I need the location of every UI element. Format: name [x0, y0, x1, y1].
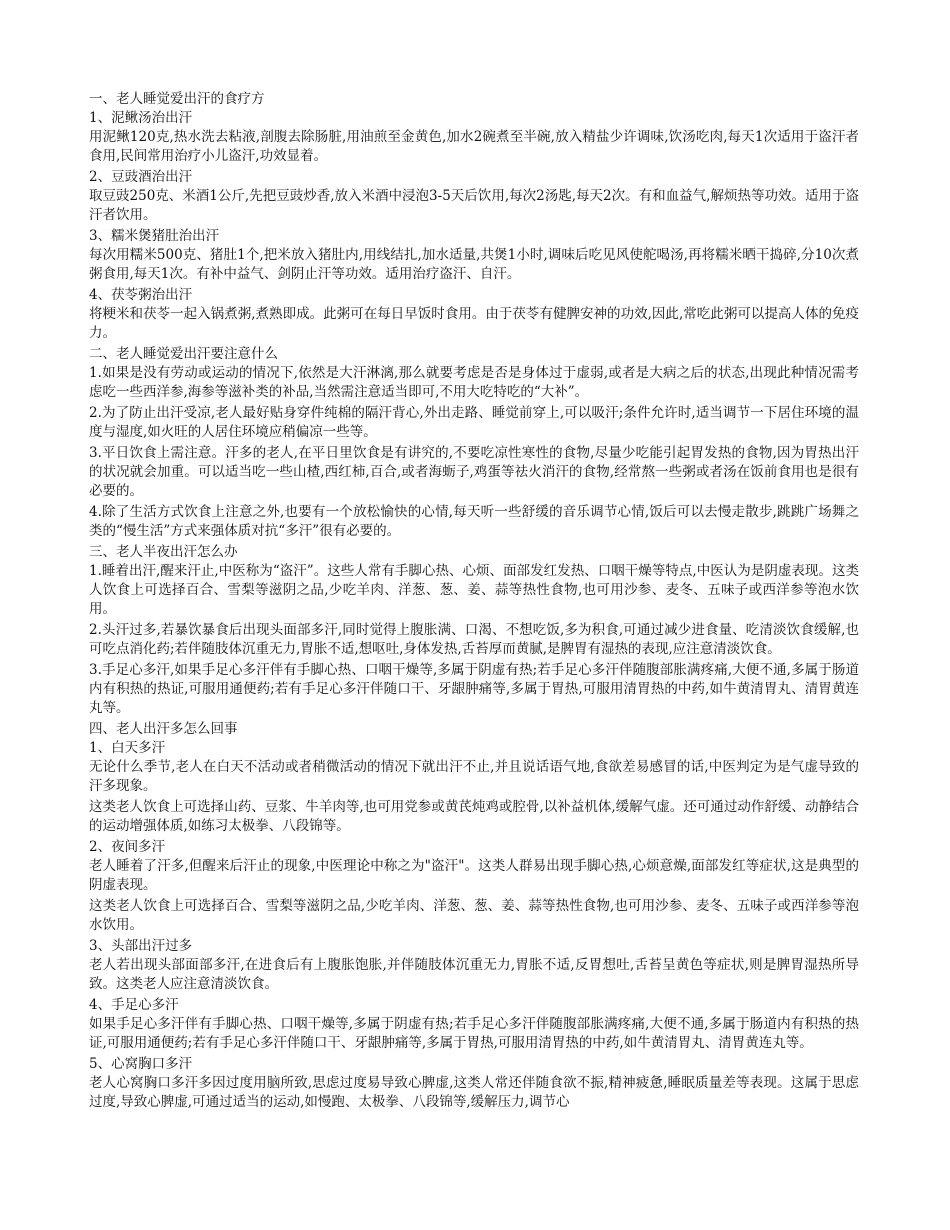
subheading-daytime-sweat: 1、白天多汗 [89, 740, 166, 756]
paragraph-night-sweat-3: 3.手足心多汗,如果手足心多汗伴有手脚心热、口咽干燥等,多属于阴虚有热;若手足心多汗伴随腹部胀满疼痛,大便不通,多属于肠道内有积热的热证,可服用通便药;若有手足心多汗伴随口干、牙龈肿痛等,多属于胃热,可服用清胃热的中药,如牛黄清胃丸、清胃黄连丸等。 [89, 662, 859, 716]
subheading-nighttime-sweat: 2、夜间多汗 [89, 839, 166, 855]
subheading-poria-porridge: 4、茯苓粥治出汗 [89, 287, 193, 303]
paragraph-daytime-sweat-2: 这类老人饮食上可选择山药、豆浆、牛羊肉等,也可用党参或黄芪炖鸡或腔骨,以补益机体,缓解气虚。还可通过动作舒缓、动静结合的运动增强体质,如练习太极拳、八段锦等。 [89, 799, 859, 834]
heading-night-sweat: 三、老人半夜出汗怎么办 [89, 544, 238, 560]
heading-precautions: 二、老人睡觉爱出汗要注意什么 [89, 346, 278, 362]
subheading-palm-sole-sweat: 4、手足心多汗 [89, 997, 179, 1013]
subheading-chest-sweat: 5、心窝胸口多汗 [89, 1056, 193, 1072]
paragraph-precaution-4: 4.除了生活方式饮食上注意之外,也要有一个放松愉快的心情,每天听一些舒缓的音乐调节心情,饭后可以去慢走散步,跳跳广场舞之类的“慢生活”方式来强体质对抗“多汗”很有必要的。 [89, 504, 859, 539]
paragraph-chest-sweat: 老人心窝胸口多汗多因过度用脑所致,思虑过度易导致心脾虚,这类人常还伴随食欲不振,精神疲惫,睡眠质量差等表现。这属于思虑过度,导致心脾虚,可通过适当的运动,如慢跑、太极拳、八段锦等,缓解压力,调节心 [89, 1075, 859, 1110]
paragraph-palm-sole-sweat: 如果手足心多汗伴有手脚心热、口咽干燥等,多属于阴虚有热;若手足心多汗伴随腹部胀满疼痛,大便不通,多属于肠道内有积热的热证,可服用通便药;若有手足心多汗伴随口干、牙龈肿痛等,多属于胃热,可服用清胃热的中药,如牛黄清胃丸、清胃黄连丸等。 [89, 1016, 859, 1051]
heading-diet-therapy: 一、老人睡觉爱出汗的食疗方 [89, 91, 265, 107]
subheading-head-sweat: 3、头部出汗过多 [89, 938, 193, 954]
paragraph-glutinous-rice-tripe: 每次用糯米500克、猪肚1个,把米放入猪肚内,用线结扎,加水适量,共煲1小时,调味后吃见风使舵喝汤,再将糯米晒干捣碎,分10次煮粥食用,每天1次。有补中益气、剑阴止汗等功效。适用治疗盗汗、自汗。 [89, 247, 859, 282]
paragraph-head-sweat: 老人若出现头部面部多汗,在进食后有上腹胀饱胀,并伴随肢体沉重无力,胃胀不适,反胃想吐,舌苔呈黄色等症状,则是脾胃湿热所导致。这类老人应注意清淡饮食。 [89, 957, 859, 992]
document-page [89, 90, 859, 1114]
subheading-glutinous-rice-tripe: 3、糯米煲猪肚治出汗 [89, 228, 220, 244]
heading-causes: 四、老人出汗多怎么回事 [89, 721, 238, 737]
paragraph-nighttime-sweat-2: 这类老人饮食上可选择百合、雪梨等滋阴之品,少吃羊肉、洋葱、葱、姜、蒜等热性食物,也可用沙参、麦冬、五味子或西洋参等泡水饮用。 [89, 898, 859, 933]
paragraph-nighttime-sweat-1: 老人睡着了汗多,但醒来后汗止的现象,中医理论中称之为"盗汗"。这类人群易出现手脚心热,心烦意燥,面部发红等症状,这是典型的阴虚表现。 [89, 858, 859, 893]
paragraph-precaution-3: 3.平日饮食上需注意。汗多的老人,在平日里饮食是有讲究的,不要吃凉性寒性的食物,尽量少吃能引起胃发热的食物,因为胃热出汗的状况就会加重。可以适当吃一些山楂,西红柿,百合,或者海蛎子,鸡蛋等祛火消汗的食物,经常熬一些粥或者汤在饭前食用也是很有必要的。 [89, 445, 859, 499]
paragraph-night-sweat-2: 2.头汗过多,若暴饮暴食后出现头面部多汗,同时觉得上腹胀满、口渴、不想吃饭,多为积食,可通过减少进食量、吃清淡饮食缓解,也可吃点消化药;若伴随肢体沉重无力,胃胀不适,想呕吐,身体发热,舌苔厚而黄腻,是脾胃有湿热的表现,应注意清淡饮食。 [89, 622, 859, 657]
paragraph-daytime-sweat-1: 无论什么季节,老人在白天不活动或者稍微活动的情况下就出汗不止,并且说话语气地,食欲差易感冒的话,中医判定为是气虚导致的汗多现象。 [89, 759, 859, 794]
paragraph-loach-soup: 用泥鳅120克,热水洗去粘液,剖腹去除肠脏,用油煎至金黄色,加水2碗煮至半碗,放入精盐少许调味,饮汤吃肉,每天1次适用于盗汗者食用,民间常用治疗小儿盗汗,功效显着。 [89, 129, 859, 164]
paragraph-precaution-2: 2.为了防止出汗受凉,老人最好贴身穿件纯棉的隔汗背心,外出走路、睡觉前穿上,可以吸汗;条件允许时,适当调节一下居住环境的温度与湿度,如火旺的人居住环境应稍偏凉一些等。 [89, 405, 859, 440]
paragraph-night-sweat-1: 1.睡着出汗,醒来汗止,中医称为“盗汗”。这些人常有手脚心热、心烦、面部发红发热、口咽干燥等特点,中医认为是阴虚表现。这类人饮食上可选择百合、雪梨等滋阴之品,少吃羊肉、洋葱、葱、姜、蒜等热性食物,也可用沙参、麦冬、五味子或西洋参等泡水饮用。 [89, 563, 859, 617]
paragraph-poria-porridge: 将粳米和茯苓一起入锅煮粥,煮熟即成。此粥可在每日早饭时食用。由于茯苓有健脾安神的功效,因此,常吃此粥可以提高人体的免疫力。 [89, 306, 859, 341]
paragraph-precaution-1: 1.如果是没有劳动或运动的情况下,依然是大汗淋漓,那么就要考虑是否是身体过于虚弱,或者是大病之后的状态,出现此种情况需考虑吃一些西洋参,海参等滋补类的补品,当然需注意适当即可,不用大吃特吃的“大补”。 [89, 365, 859, 400]
paragraph-douchi-wine: 取豆豉250克、米酒1公斤,先把豆豉炒香,放入米酒中浸泡3-5天后饮用,每次2汤匙,每天2次。有和血益气,解烦热等功效。适用于盗汗者饮用。 [89, 188, 859, 223]
subheading-douchi-wine: 2、豆豉酒治出汗 [89, 169, 193, 185]
subheading-loach-soup: 1、泥鳅汤治出汗 [89, 110, 193, 126]
